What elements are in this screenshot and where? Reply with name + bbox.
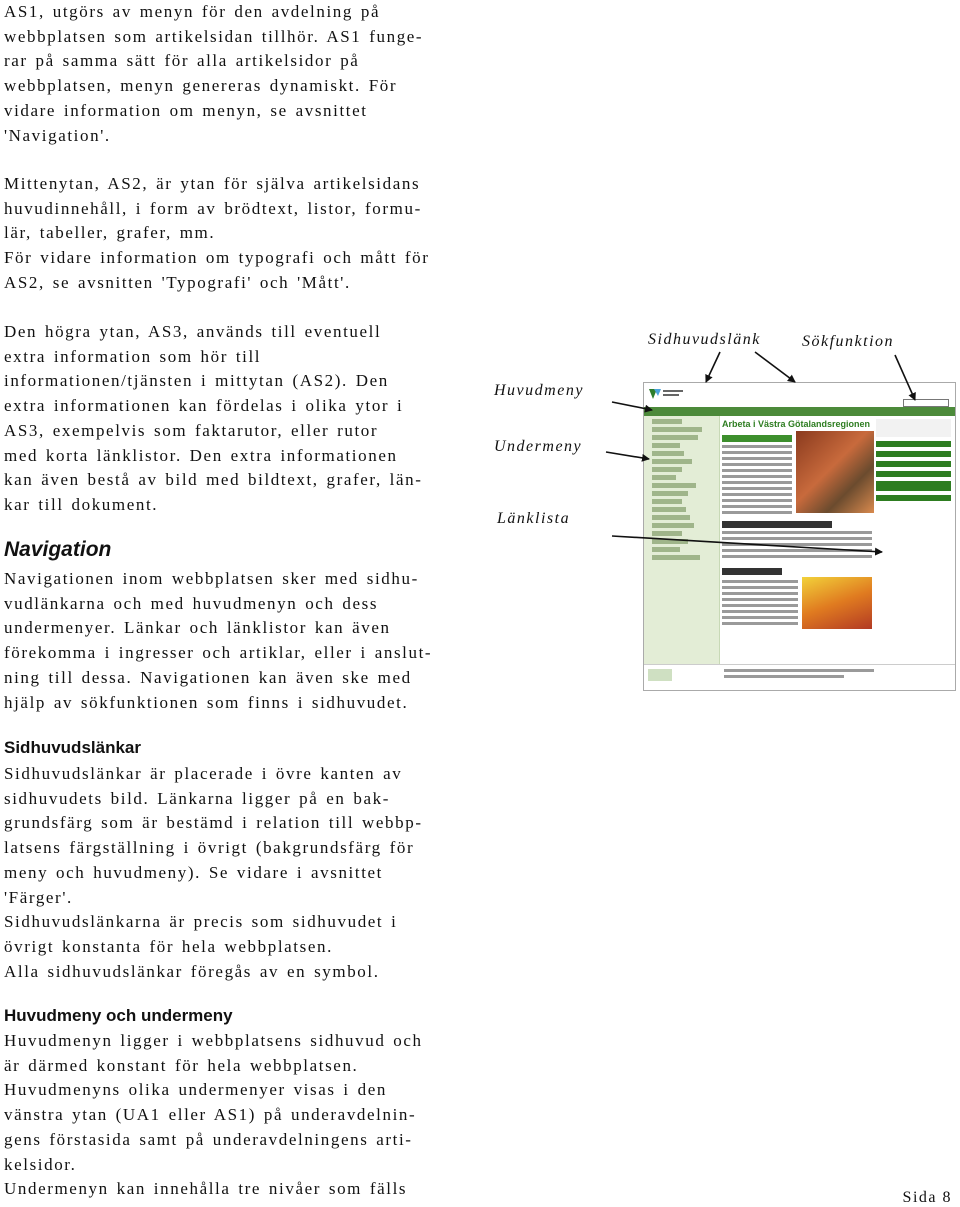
logo-icon (648, 387, 686, 401)
paragraph-sidhuvudslankar: Sidhuvudslänkar är placerade i övre kanten av sidhuvudets bild. Länkarna ligger på en bak- grundsfärg som är bestämd i relation till webbp- latsens färgställning i övrigt (bakgrundsfärg för meny och huvudmeny). Se vidare i avsnittet 'Färger'. Sidhuvudslänkarna är precis som sidhuvudet i övrigt konstanta för hela webbplatsen. Alla sidhuvudslänkar föregås av en symbol. (4, 764, 423, 981)
screenshot-header (644, 383, 955, 408)
heading-huvudmeny-undermeny: Huvudmeny och undermeny (4, 1006, 233, 1025)
page-number: Sida 8 (902, 1189, 952, 1206)
paragraph-huvudmeny: Huvudmenyn ligger i webbplatsens sidhuvud och är därmed konstant för hela webbplatsen. Huvudmenyns olika undermenyer visas i den vänstra ytan (UA1 eller AS1) på underavdelnin- gens förstasida samt på underavdelningens arti- kelsidor. Undermenyn kan innehålla tre nivåer som fälls (4, 1031, 423, 1199)
search-field-mock (903, 399, 949, 407)
screenshot-link-list (876, 419, 951, 663)
paragraph-as3: Den högra ytan, AS3, används till eventuell extra information som hör till informationen/tjänsten i mittytan (AS2). Den extra informationen kan fördelas i olika ytor i AS3, exempelvis som faktarutor, eller rutor med korta länklistor. Den extra informationen kan även bestå av bild med bildtext, grafer, län- kar till dokument. (4, 322, 423, 514)
website-screenshot (643, 382, 956, 691)
screenshot-footer (644, 664, 955, 691)
photo-people (796, 431, 874, 513)
heading-navigation: Navigation (4, 538, 112, 561)
heading-sidhuvudslankar: Sidhuvudslänkar (4, 738, 141, 757)
screenshot-title: Arbeta i Västra Götalandsregionen (722, 419, 871, 429)
screenshot-main-content (722, 419, 872, 663)
screenshot-main-menu (644, 407, 955, 416)
screenshot-submenu (644, 416, 720, 664)
paragraph-navigation: Navigationen inom webbplatsen sker med sidhu- vudlänkarna och med huvudmenyn och dess undermenyer. Länkar och länklistor kan även förekomma i ingresser och artiklar, eller i anslut- ning till dessa. Navigationen kan även ske med hjälp av sökfunktionen som finns i sidhuvudet. (4, 569, 433, 712)
photo-ambulance (802, 577, 872, 629)
arrow-sidhuvudslank-1 (706, 352, 720, 382)
label-sidhuvudslank: Sidhuvudslänk (648, 331, 761, 348)
label-huvudmeny: Huvudmeny (494, 382, 584, 399)
paragraph-as1: AS1, utgörs av menyn för den avdelning på webbplatsen som artikelsidan tillhör. AS1 funge- rar på samma sätt för alla artikelsidor på webbplatsen, menyn genereras dynamiskt. För vidare information om menyn, se avsnittet 'Navigation'. (4, 2, 424, 145)
paragraph-as2: Mittenytan, AS2, är ytan för själva artikelsidans huvudinnehåll, i form av brödtext, listor, formu- lär, tabeller, grafer, mm. För vidare information om typografi och mått för AS2, se avsnitten 'Typografi' och 'Mått'. (4, 174, 430, 292)
arrow-sidhuvudslank-2 (755, 352, 795, 382)
label-lanklista: Länklista (497, 510, 571, 527)
label-undermeny: Undermeny (494, 438, 583, 455)
label-sokfunktion: Sökfunktion (802, 333, 895, 350)
